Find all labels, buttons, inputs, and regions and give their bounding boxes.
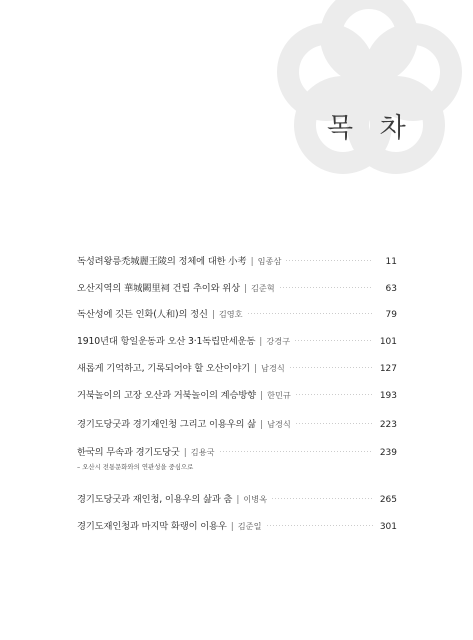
separator: |: [243, 284, 247, 294]
separator: |: [253, 364, 258, 374]
toc-entry[interactable]: [77, 416, 397, 430]
toc-entry[interactable]: [77, 280, 397, 294]
toc-entry-author: 이병옥: [243, 494, 268, 504]
toc-entry-author: 한민규: [267, 390, 291, 400]
toc-entry-title: 경기도당굿과 재인청, 이용우의 삶과 춤: [77, 494, 233, 505]
flower-ornament: [268, 0, 473, 200]
toc-entry[interactable]: [77, 333, 397, 347]
toc-entry-title: 경기도재인청과 마지막 화랭이 이용우: [77, 521, 227, 532]
toc-entry-page: 127: [379, 364, 397, 374]
leader-dots: [285, 260, 373, 261]
toc-entry-title: 독산성에 깃든 인화(人和)의 정신: [77, 309, 208, 320]
toc-entry-title: 1910년대 항일운동과 오산 3·1독립만세운동: [77, 336, 256, 347]
toc-entry-author: 남경식: [261, 363, 285, 373]
toc-entry-title: 오산지역의 華城闕里祠 건립 추이와 위상: [77, 283, 240, 294]
toc-entry-title: 독성려왕릉禿城麗王陵의 정체에 대한 小考: [77, 256, 247, 267]
leader-dots: [266, 525, 374, 526]
toc-entry-title: 거북놀이의 고장 오산과 거북놀이의 계승방향: [77, 390, 257, 401]
toc-entry-page: 223: [379, 420, 397, 430]
separator: |: [236, 495, 240, 505]
toc-entry[interactable]: [77, 253, 397, 267]
toc-entry[interactable]: [77, 444, 397, 471]
toc-entry-page: 301: [379, 522, 397, 532]
separator: |: [259, 337, 263, 347]
toc-entry[interactable]: [77, 518, 397, 532]
toc-entry-author: 임종삼: [257, 256, 282, 266]
separator: |: [260, 420, 264, 430]
leader-dots: [295, 423, 373, 424]
toc-entry-page: 11: [385, 257, 397, 267]
toc-entry[interactable]: [77, 306, 397, 320]
leader-dots: [289, 367, 373, 368]
toc-entry[interactable]: [77, 491, 397, 505]
separator: |: [230, 522, 234, 532]
leader-dots: [279, 287, 373, 288]
toc-entry-page: 101: [379, 337, 397, 347]
toc-entry-title: 경기도당굿과 경기재인청 그리고 이용우의 삶: [77, 419, 257, 430]
toc-entry-page: 63: [385, 284, 397, 294]
toc-entry-title: 한국의 무속과 경기도당굿: [77, 447, 180, 458]
toc-entry-subtitle: – 오산시 전통문화와의 연관성을 중심으로: [77, 463, 194, 471]
toc-entry-author: 김용국: [190, 447, 215, 457]
leader-dots: [271, 498, 373, 499]
toc-entry-author: 남경식: [267, 419, 291, 429]
separator: |: [183, 448, 187, 458]
toc-entry-author: 강경구: [266, 336, 291, 346]
toc-entry-page: 265: [379, 495, 397, 505]
leader-dots: [295, 394, 373, 395]
toc-entry-page: 79: [385, 310, 397, 320]
toc-entry-page: 193: [379, 391, 397, 401]
separator: |: [250, 257, 254, 267]
toc-entry-title: 새롭게 기억하고, 기록되어야 할 오산이야기: [77, 363, 250, 374]
page-title: 목 차: [327, 113, 415, 144]
leader-dots: [294, 340, 373, 341]
toc-entry[interactable]: [77, 387, 397, 401]
separator: |: [211, 310, 215, 320]
leader-dots: [219, 451, 373, 452]
toc-entry-author: 김준일: [237, 521, 262, 531]
toc-entry-author: 김영호: [218, 309, 243, 319]
toc-entry-author: 김준혁: [250, 283, 275, 293]
separator: |: [260, 391, 264, 401]
toc-entry[interactable]: [77, 360, 397, 374]
toc-entry-page: 239: [379, 448, 397, 458]
leader-dots: [247, 313, 373, 314]
